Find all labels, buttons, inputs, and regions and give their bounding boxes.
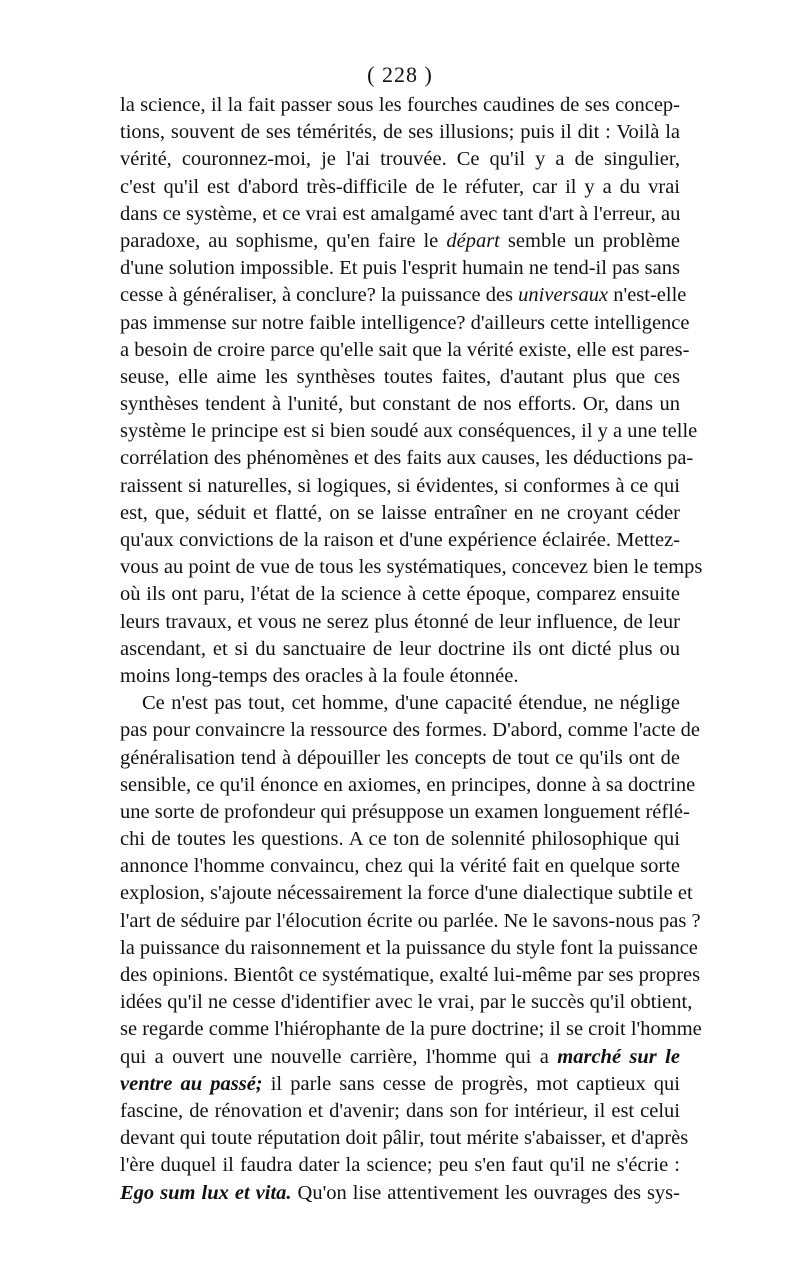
text-line bbox=[120, 228, 680, 255]
text-segment: dans ce système, et ce vrai est amalgamé avec tant d'art à l'erreur, au bbox=[120, 202, 681, 225]
text-line bbox=[120, 1180, 680, 1207]
text-segment: devant qui toute réputation doit pâlir, tout mérite s'abaisser, et d'après bbox=[120, 1127, 689, 1150]
text-segment: raissent si naturelles, si logiques, si évidentes, si conformes à ce qui bbox=[120, 474, 680, 497]
text-line bbox=[120, 391, 680, 418]
text-line bbox=[120, 1044, 680, 1071]
text-segment: qu'aux convictions de la raison et d'une expérience éclairée. Mettez- bbox=[120, 529, 680, 551]
text-segment: n'est-elle bbox=[608, 284, 687, 307]
text-line bbox=[120, 201, 680, 228]
emphasized-text: universaux bbox=[518, 284, 609, 307]
text-segment: Ce n'est pas tout, cet homme, d'une capacité étendue, ne néglige bbox=[142, 692, 680, 715]
text-line bbox=[120, 119, 680, 146]
text-line bbox=[120, 92, 680, 119]
text-line bbox=[120, 717, 701, 744]
text-segment: système le principe est si bien soudé aux conséquences, il y a une telle bbox=[120, 420, 698, 443]
text-line bbox=[120, 527, 680, 554]
text-line bbox=[120, 799, 690, 826]
text-segment: une sorte de profondeur qui présuppose un examen longuement réflé- bbox=[120, 800, 690, 823]
text-segment: ascendant, et si du sanctuaire de leur doctrine ils ont dicté plus ou bbox=[120, 637, 680, 660]
text-segment: la science, il la fait passer sous les fourches caudines de ses concep- bbox=[120, 94, 680, 116]
text-segment: explosion, s'ajoute nécessairement la force d'une dialectique subtile et bbox=[120, 882, 693, 905]
text-line bbox=[120, 853, 680, 880]
text-segment: vous au point de vue de tous les systématiques, concevez bien le temps bbox=[120, 556, 703, 579]
text-segment: l'ère duquel il faudra dater la science; peu s'en faut qu'il ne s'écrie : bbox=[120, 1154, 680, 1177]
text-line bbox=[120, 826, 680, 853]
text-segment: il parle sans cesse de progrès, mot captieux qui bbox=[262, 1072, 680, 1095]
text-line bbox=[120, 609, 680, 636]
text-line bbox=[120, 473, 680, 500]
text-line bbox=[120, 418, 698, 445]
emphasized-text: ventre au passé; bbox=[120, 1072, 263, 1095]
text-line bbox=[120, 554, 703, 581]
paragraph-1 bbox=[120, 92, 703, 690]
text-line bbox=[120, 1125, 689, 1152]
text-segment: Qu'on lise attentivement les ouvrages des sys- bbox=[291, 1181, 680, 1204]
text-line bbox=[120, 636, 680, 663]
text-segment: seuse, elle aime les synthèses toutes faites, d'autant plus que ces bbox=[120, 365, 680, 388]
text-segment: synthèses tendent à l'unité, but constant de nos efforts. Or, dans un bbox=[120, 393, 680, 416]
text-line bbox=[120, 880, 693, 907]
page-number: ( 228 ) bbox=[367, 62, 433, 87]
paragraph-2 bbox=[120, 690, 702, 1207]
text-line bbox=[120, 1152, 680, 1179]
text-line bbox=[120, 310, 690, 337]
text-segment: est, que, séduit et flatté, on se laisse entraîner en ne croyant céder bbox=[120, 501, 680, 524]
text-segment: annonce l'homme convaincu, chez qui la vérité fait en quelque sorte bbox=[120, 855, 680, 878]
text-segment: cesse à généraliser, à conclure? la puissance des bbox=[120, 284, 519, 307]
text-line bbox=[120, 1098, 680, 1125]
text-line bbox=[120, 745, 680, 772]
text-segment: a besoin de croire parce qu'elle sait que la vérité existe, elle est pares- bbox=[120, 338, 690, 361]
text-line bbox=[120, 364, 680, 391]
text-segment: leurs travaux, et vous ne serez plus étonné de leur influence, de leur bbox=[120, 610, 680, 633]
text-line bbox=[120, 935, 698, 962]
text-segment: d'une solution impossible. Et puis l'esprit humain ne tend-il pas sans bbox=[120, 257, 680, 280]
text-segment: tions, souvent de ses témérités, de ses illusions; puis il dit : Voilà la bbox=[120, 121, 680, 144]
text-segment: semble un problème bbox=[499, 229, 680, 252]
emphasized-text: Ego sum lux et vita. bbox=[120, 1181, 292, 1204]
text-segment: se regarde comme l'hiérophante de la pure doctrine; il se croit l'homme bbox=[120, 1018, 702, 1041]
text-segment: pas pour convaincre la ressource des formes. D'abord, comme l'acte de bbox=[120, 719, 701, 742]
text-line bbox=[120, 282, 687, 309]
text-line bbox=[120, 581, 680, 608]
text-segment: moins long-temps des oracles à la foule étonnée. bbox=[120, 664, 519, 687]
text-line bbox=[120, 337, 690, 364]
text-line bbox=[120, 962, 701, 989]
text-segment: l'art de séduire par l'élocution écrite ou parlée. Ne le savons-nous pas ? bbox=[120, 909, 701, 932]
text-segment: chi de toutes les questions. A ce ton de solennité philosophique qui bbox=[120, 828, 680, 851]
text-segment: sensible, ce qu'il énonce en axiomes, en principes, donne à sa doctrine bbox=[120, 773, 696, 796]
text-segment: généralisation tend à dépouiller les concepts de tout ce qu'ils ont de bbox=[120, 746, 680, 769]
text-segment: vérité, couronnez-moi, je l'ai trouvée. Ce qu'il y a de singulier, bbox=[120, 148, 680, 171]
text-line bbox=[120, 690, 680, 717]
text-segment: corrélation des phénomènes et des faits aux causes, les déductions pa- bbox=[120, 447, 694, 470]
text-line bbox=[120, 989, 693, 1016]
text-segment: la puissance du raisonnement et la puissance du style font la puissance bbox=[120, 936, 698, 959]
text-segment: où ils ont paru, l'état de la science à cette époque, comparez ensuite bbox=[120, 583, 680, 606]
emphasized-text: départ bbox=[446, 229, 500, 252]
text-line bbox=[120, 146, 680, 173]
body-text bbox=[120, 92, 703, 1207]
text-line bbox=[120, 500, 680, 527]
text-segment: fascine, de rénovation et d'avenir; dans son for intérieur, il est celui bbox=[120, 1099, 680, 1122]
text-segment: idées qu'il ne cesse d'identifier avec le vrai, par le succès qu'il obtient, bbox=[120, 991, 693, 1014]
text-line bbox=[120, 1016, 702, 1043]
text-line bbox=[120, 772, 696, 799]
text-segment: paradoxe, au sophisme, qu'en faire le bbox=[120, 229, 447, 252]
text-line bbox=[120, 255, 680, 282]
text-segment: pas immense sur notre faible intelligence? d'ailleurs cette intelligence bbox=[120, 311, 690, 334]
text-line bbox=[120, 445, 694, 472]
text-line bbox=[120, 908, 701, 935]
text-line bbox=[120, 663, 680, 690]
text-line bbox=[120, 1071, 680, 1098]
text-segment: c'est qu'il est d'abord très-difficile de le réfuter, car il y a du vrai bbox=[120, 175, 680, 198]
emphasized-text: marché sur le bbox=[557, 1045, 680, 1068]
text-line bbox=[120, 174, 680, 201]
text-segment: qui a ouvert une nouvelle carrière, l'homme qui a bbox=[120, 1045, 558, 1068]
text-segment: des opinions. Bientôt ce systématique, exalté lui-même par ses propres bbox=[120, 964, 701, 986]
